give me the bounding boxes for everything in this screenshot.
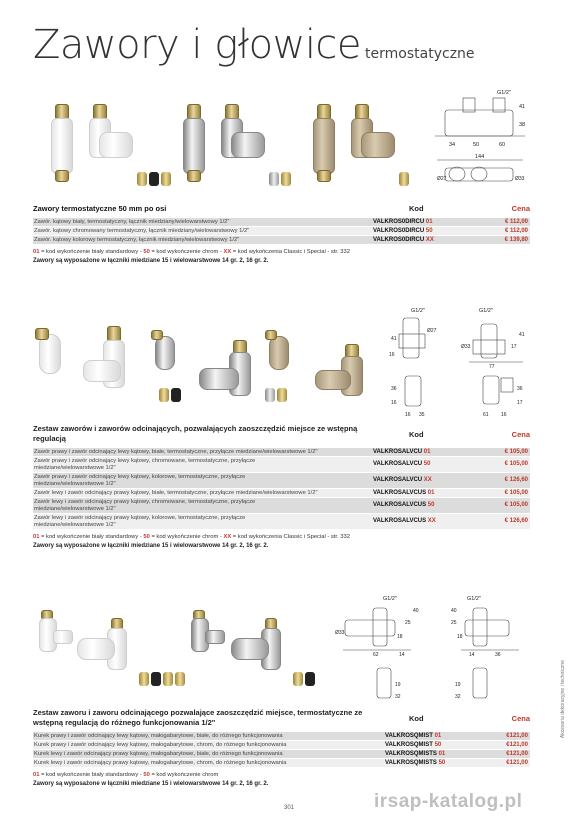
- row-description: Kurek lewy i zawór odcinający prawy kątowy, małogabarytowe, chrom, do różnego funkcjonowania: [34, 760, 287, 766]
- table-header: [33, 708, 530, 732]
- table-title: Zestaw zaworów i zaworów odcinających, pozwalających zaoszczędzić miejsce ze wstępną regulacją: [33, 424, 358, 443]
- thread-label: G1/2": [411, 308, 425, 314]
- row-price: € 112,00: [504, 219, 528, 225]
- row-price: €121,00: [506, 760, 528, 766]
- row-price: € 126,60: [504, 477, 528, 483]
- price-table: [33, 732, 530, 768]
- dim-label: Ø27: [437, 176, 447, 182]
- dim-label: 16: [391, 400, 397, 406]
- dim-label: 38: [519, 122, 526, 128]
- table-row: [33, 750, 530, 759]
- product-photos: [33, 590, 530, 708]
- row-description: Zawór. kątowy kolorowy termostatyczny, łącznik miedziany/wielowarstwowy 1/2": [34, 237, 240, 243]
- thread-label: G1/2": [383, 596, 397, 602]
- page-number: 301: [284, 805, 295, 811]
- dim-label: 16: [501, 412, 507, 418]
- table-row: [33, 741, 530, 750]
- row-code: VALKROSALVCUS XX: [373, 518, 436, 524]
- page-title-main: Zawory i głowice: [33, 22, 362, 68]
- dim-label: 36: [391, 386, 397, 392]
- section-compact-valve-sets: [33, 590, 530, 789]
- dim-label: Ø33: [515, 176, 525, 182]
- thread-label: G1/2": [479, 308, 493, 314]
- white-angle-valve-photo: [35, 328, 71, 376]
- dim-label: 18: [457, 634, 463, 640]
- thread-label: G1/2": [497, 90, 511, 96]
- dim-label: 19: [395, 682, 401, 688]
- row-description: Kurek prawy i zawór odcinający lewy kątowy, małogabarytowe, białe, do różnego funkcjonowania: [34, 733, 283, 739]
- table-row: [33, 218, 530, 227]
- row-price: € 105,00: [504, 490, 528, 496]
- row-code: VALKROSQMIST 01: [385, 733, 442, 739]
- dim-label: 35: [419, 412, 425, 418]
- side-category-note: Akcesoria dekoracyjne i techniczne: [560, 660, 566, 739]
- chrome-angle-valve-photo: [151, 330, 181, 372]
- dim-label: 36: [517, 386, 523, 392]
- dim-label: 144: [475, 154, 485, 160]
- dim-label: 41: [519, 104, 526, 110]
- colored-angle-valve-photo: [265, 330, 295, 372]
- dim-label: 16: [405, 412, 411, 418]
- kod-header: Kod: [409, 714, 424, 723]
- colored-shutoff-valve-photo: [315, 344, 375, 400]
- dim-label: 14: [469, 652, 475, 658]
- row-price: €121,00: [506, 733, 528, 739]
- fittings-note: Zawory są wyposażone w łączniki miedziane 15 i wielowarstwowe 14 gr. 2, 16 gr. 2.: [33, 781, 269, 787]
- row-code: VALKROSQMISTS 01: [385, 751, 446, 757]
- section-valve-sets-regulation: [33, 300, 530, 551]
- finish-code-note: 01 = kod wykończenie biały standardowy - 50 = kod wykończenie chrom - XX = kod wykończenia Classic i Special - str. 332: [33, 249, 350, 255]
- dim-label: 14: [399, 652, 405, 658]
- white-compact-shutoff-photo: [77, 618, 135, 674]
- dim-label: Ø27: [427, 328, 437, 334]
- table-row: [33, 759, 530, 768]
- dim-label: 34: [449, 142, 456, 148]
- row-code: VALKROSQMISTS 50: [385, 760, 446, 766]
- cena-header: Cena: [511, 714, 530, 723]
- dim-label: 25: [451, 620, 457, 626]
- watermark: irsap-katalog.pl: [374, 791, 523, 812]
- table-row: [33, 236, 530, 245]
- price-table: [33, 218, 530, 245]
- row-code: VALKROSQMIST 50: [385, 742, 442, 748]
- page-title-sub: termostatyczne: [365, 46, 475, 62]
- table-row: [33, 227, 530, 236]
- dim-label: 40: [451, 608, 457, 614]
- row-description: Kurek lewy i zawór odcinający prawy kątowy, małogabarytowe, białe, do różnego funkcjonowania: [34, 751, 283, 757]
- chrome-valve-photo: [173, 104, 263, 184]
- row-code: VALKROSALVCU 01: [373, 449, 431, 455]
- table-row: [33, 457, 530, 473]
- row-price: €121,00: [506, 742, 528, 748]
- table-header: [33, 204, 530, 218]
- dim-label: 77: [489, 364, 495, 370]
- cena-header: Cena: [511, 430, 530, 439]
- row-code: VALKROSALVCUS 50: [373, 502, 435, 508]
- row-price: € 112,00: [504, 228, 528, 234]
- dim-label: 41: [391, 336, 397, 342]
- technical-drawing-1: [435, 88, 531, 198]
- dim-label: 32: [395, 694, 401, 700]
- row-code: VALKROSALVCU XX: [373, 477, 432, 483]
- dim-label: Ø33: [335, 630, 345, 636]
- row-description: Zawór prawy i zawór odcinający lewy kątowy, chromowane, termostatyczne, przyłącze miedziane/wielowarstwowe 1/2": [34, 457, 256, 471]
- price-table: [33, 448, 530, 530]
- fittings-note: Zawory są wyposażone w łączniki miedziane 15 i wielowarstwowe 14 gr. 2, 16 gr. 2.: [33, 258, 269, 264]
- row-price: € 105,00: [504, 461, 528, 467]
- dim-label: 19: [455, 682, 461, 688]
- dim-label: 60: [499, 142, 506, 148]
- dim-label: 25: [405, 620, 411, 626]
- white-shutoff-valve-photo: [81, 326, 141, 392]
- technical-drawing-2: [385, 304, 531, 422]
- row-price: € 126,60: [504, 518, 528, 524]
- table-title: Zawory termostatyczne 50 mm po osi: [33, 204, 167, 213]
- row-price: €121,00: [506, 751, 528, 757]
- chrome-compact-valve-photo: [187, 610, 227, 654]
- table-row: [33, 514, 530, 530]
- section-thermostatic-valves-50mm: [33, 90, 530, 266]
- row-code: VALKROSALVCU 50: [373, 461, 431, 467]
- technical-drawing-3: [333, 590, 523, 708]
- white-compact-valve-photo: [35, 610, 75, 654]
- table-row: [33, 498, 530, 514]
- kod-header: Kod: [409, 204, 424, 213]
- dim-label: Ø33: [461, 344, 471, 350]
- cena-header: Cena: [511, 204, 530, 213]
- row-price: € 139,80: [504, 237, 528, 243]
- chrome-shutoff-valve-photo: [199, 340, 261, 400]
- kod-header: Kod: [409, 430, 424, 439]
- row-description: Zawór lewy i zawór odcinający prawy kątowy, chromowane, termostatyczne, przyłącze miedziane/wielowarstwowe 1/2": [34, 498, 256, 512]
- table-row: [33, 473, 530, 489]
- row-description: Zawór. kątowy chromowany termostatyczny, łącznik miedziany/wielowarstwowy 1/2": [34, 228, 250, 234]
- dim-label: 36: [495, 652, 501, 658]
- table-row: [33, 489, 530, 498]
- row-code: VALKROS0DIRCU XX: [373, 237, 434, 243]
- row-description: Zawór. kątowy biały, termostatyczny, łącznik miedziany/wielowarstwowy 1/2": [34, 219, 230, 225]
- row-code: VALKROS0DIRCU 50: [373, 228, 433, 234]
- table-header: [33, 424, 530, 448]
- dim-label: 17: [517, 400, 523, 406]
- product-photos: [33, 300, 530, 424]
- table-row: [33, 732, 530, 741]
- dim-label: 18: [397, 634, 403, 640]
- fittings-note: Zawory są wyposażone w łączniki miedziane 15 i wielowarstwowe 14 gr. 2, 16 gr. 2.: [33, 543, 269, 549]
- row-code: VALKROSALVCUS 01: [373, 490, 435, 496]
- table-title: Zestaw zaworu i zaworu odcinającego pozwalające zaoszczędzić miejsce, termostatyczne ze wstępną regulacją do różnego funkcjonowania 1/2": [33, 708, 363, 727]
- chrome-compact-shutoff-photo: [231, 618, 289, 674]
- product-photos: [33, 90, 530, 202]
- row-description: Zawór prawy i zawór odcinający lewy kątowy, białe, termostatyczne, przyłącze miedziane/wielowarstwowe 1/2": [34, 449, 318, 455]
- row-price: € 105,00: [504, 502, 528, 508]
- finish-code-note: 01 = kod wykończenie biały standardowy - 50 = kod wykończenie chrom: [33, 772, 219, 778]
- white-valve-photo: [41, 104, 131, 184]
- thread-label: G1/2": [467, 596, 481, 602]
- row-description: Zawór lewy i zawór odcinający prawy kątowy, kolorowe, termostatyczne, przyłącze miedziane/wielowarstwowe 1/2": [34, 514, 246, 528]
- dim-label: 40: [413, 608, 419, 614]
- row-price: € 105,00: [504, 449, 528, 455]
- row-description: Zawór prawy i zawór odcinający lewy kątowy, kolorowe, termostatyczne, przyłącze miedziane/wielowarstwowe 1/2": [34, 473, 246, 487]
- row-description: Kurek prawy i zawór odcinający lewy kątowy, małogabarytowe, chrom, do różnego funkcjonowania: [34, 742, 287, 748]
- dim-label: 50: [473, 142, 480, 148]
- dim-label: 32: [455, 694, 461, 700]
- finish-code-note: 01 = kod wykończenie biały standardowy - 50 = kod wykończenie chrom - XX = kod wykończenia Classic i Special - str. 332: [33, 534, 350, 540]
- page-title: [33, 22, 475, 68]
- dim-label: 17: [511, 344, 517, 350]
- dim-label: 61: [483, 412, 489, 418]
- dim-label: 62: [373, 652, 379, 658]
- row-description: Zawór lewy i zawór odcinający prawy kątowy, białe, termostatyczne, przyłącze miedziane/wielowarstwowe 1/2": [34, 490, 318, 496]
- table-row: [33, 448, 530, 457]
- dim-label: 16: [389, 352, 395, 358]
- colored-valve-photo: [303, 104, 393, 184]
- row-code: VALKROS0DIRCU 01: [373, 219, 433, 225]
- dim-label: 41: [519, 332, 525, 338]
